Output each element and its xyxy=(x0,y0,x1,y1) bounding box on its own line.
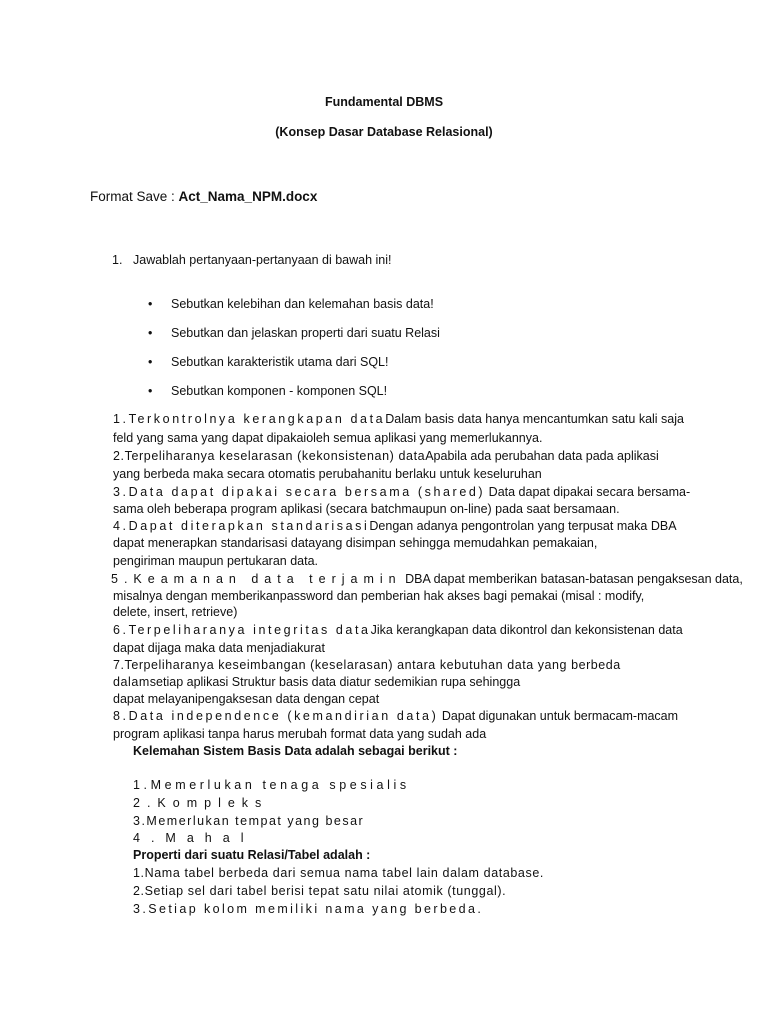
answer-text: delete, insert, retrieve) xyxy=(113,605,238,619)
answer-heading: 4.Dapat diterapkan standarisasi xyxy=(113,519,370,533)
answer-text: dapat dijaga maka data menjadiakurat xyxy=(113,641,325,655)
format-save-line xyxy=(90,189,317,206)
bullet-text: Sebutkan karakteristik utama dari SQL! xyxy=(171,355,389,369)
answer-text: feld yang sama yang dapat dipakaioleh semua aplikasi yang memerlukannya. xyxy=(113,431,543,445)
kelemahan-heading: Kelemahan Sistem Basis Data adalah sebagai berikut : xyxy=(133,744,458,758)
answer-line xyxy=(113,485,690,501)
answer-text: Data dapat dipakai secara bersama- xyxy=(485,485,691,499)
answer-text: Dengan adanya pengontrolan yang terpusat maka DBA xyxy=(369,519,677,533)
answer-line xyxy=(113,467,542,483)
answer-line xyxy=(113,412,684,428)
answer-line xyxy=(113,658,621,674)
properti-item: 1.Nama tabel berbeda dari semua nama tabel lain dalam database. xyxy=(133,866,544,880)
answer-heading: 8.Data independence (kemandirian data) xyxy=(113,709,439,723)
bullet-symbol: • xyxy=(148,355,153,369)
question-number: 1. xyxy=(112,253,123,267)
answer-line xyxy=(113,554,318,570)
bullet-symbol: • xyxy=(148,326,153,340)
answer-text: dapat menerapkan standarisasi datayang disimpan sehingga memudahkan pemakaian, xyxy=(113,536,598,550)
question-text: Jawablah pertanyaan-pertanyaan di bawah ini! xyxy=(133,253,392,267)
kelemahan-item: 3.Memerlukan tempat yang besar xyxy=(133,814,365,828)
answer-line xyxy=(113,536,597,552)
bullet-text: Sebutkan dan jelaskan properti dari suatu Relasi xyxy=(171,326,440,340)
answer-line xyxy=(113,675,520,691)
answer-text: Dalam basis data hanya mencantumkan satu kali saja xyxy=(385,412,684,426)
answer-line xyxy=(113,502,620,518)
answer-line xyxy=(111,572,743,588)
answer-text: Dapat digunakan untuk bermacam-macam xyxy=(438,709,679,723)
answer-line xyxy=(113,449,659,465)
answer-heading: dalam xyxy=(113,675,150,689)
answer-line xyxy=(113,605,237,621)
answer-heading: 7.Terpeliharanya keseimbangan (keselarasan) antara kebutuhan data yang berbeda xyxy=(113,658,621,672)
document-subtitle: (Konsep Dasar Database Relasional) xyxy=(275,125,493,139)
answer-heading: 3.Data dapat dipakai secara bersama (shared) xyxy=(113,485,486,499)
bullet-text: Sebutkan komponen - komponen SQL! xyxy=(171,384,388,398)
answer-line xyxy=(113,727,486,743)
answer-text: Jika kerangkapan data dikontrol dan kekonsistenan data xyxy=(370,623,683,637)
answer-text: sama oleh beberapa program aplikasi (secara batchmaupun on-line) pada saat bersamaan. xyxy=(113,502,620,516)
answer-line xyxy=(113,709,678,725)
kelemahan-item: 1.Memerlukan tenaga spesialis xyxy=(133,778,410,792)
answer-text: misalnya dengan memberikanpassword dan pemberian hak akses bagi pemakai (misal : modify, xyxy=(113,589,645,603)
answer-text: program aplikasi tanpa harus merubah format data yang sudah ada xyxy=(113,727,487,741)
bullet-symbol: • xyxy=(148,297,153,311)
answer-line xyxy=(113,641,325,657)
answer-line xyxy=(113,692,379,708)
answer-line xyxy=(113,519,677,535)
properti-heading: Properti dari suatu Relasi/Tabel adalah : xyxy=(133,848,371,862)
properti-item: 3.Setiap kolom memiliki nama yang berbeda. xyxy=(133,902,484,916)
bullet-text: Sebutkan kelebihan dan kelemahan basis data! xyxy=(171,297,434,311)
answer-text: yang berbeda maka secara otomatis perubahanitu berlaku untuk keseluruhan xyxy=(113,467,542,481)
answer-line xyxy=(113,623,683,639)
answer-heading: 6.Terpeliharanya integritas data xyxy=(113,623,371,637)
answer-text: pengiriman maupun pertukaran data. xyxy=(113,554,318,568)
answer-text: dapat melayanipengaksesan data dengan cepat xyxy=(113,692,380,706)
answer-heading: 5.Keamanan data terjamin xyxy=(111,572,402,586)
kelemahan-item: 4.Mahal xyxy=(133,831,255,845)
bullet-symbol: • xyxy=(148,384,153,398)
document-title: Fundamental DBMS xyxy=(324,95,444,109)
kelemahan-item: 2.Kompleks xyxy=(133,796,269,810)
answer-line xyxy=(113,589,644,605)
answer-heading: 1.Terkontrolnya kerangkapan data xyxy=(113,412,386,426)
format-save-value: Act_Nama_NPM.docx xyxy=(178,189,318,204)
format-save-label: Format Save : xyxy=(90,189,179,204)
answer-text: setiap aplikasi Struktur basis data diatur sedemikian rupa sehingga xyxy=(149,675,521,689)
answer-line xyxy=(113,431,542,447)
answer-text: DBA dapat memberikan batasan-batasan pengaksesan data, xyxy=(401,572,743,586)
properti-item: 2.Setiap sel dari tabel berisi tepat satu nilai atomik (tunggal). xyxy=(133,884,507,898)
answer-heading: 2.Terpeliharanya keselarasan (kekonsistenan) data xyxy=(113,449,426,463)
answer-text: Apabila ada perubahan data pada aplikasi xyxy=(425,449,659,463)
